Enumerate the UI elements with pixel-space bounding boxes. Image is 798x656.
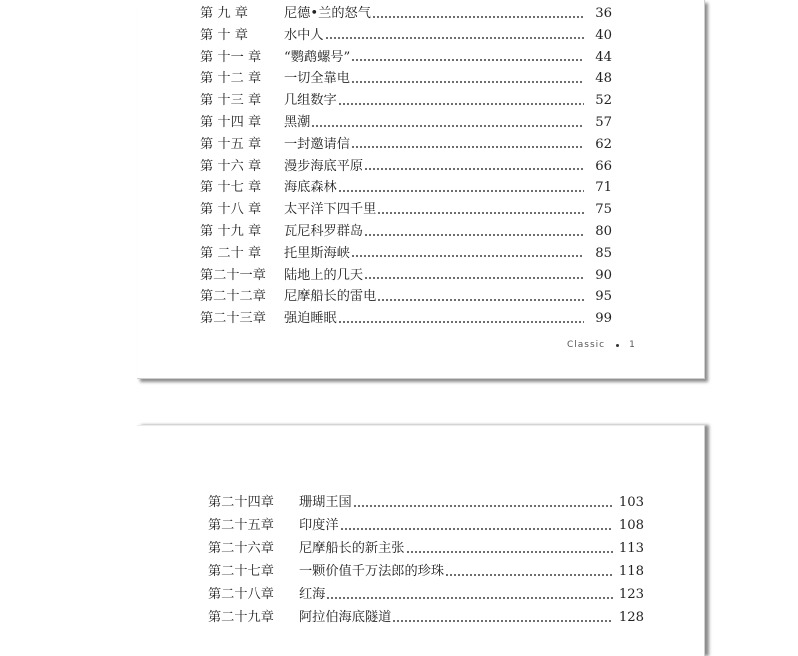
page-number: 48 — [595, 71, 612, 87]
chapter-title: 托里斯海峡 — [284, 245, 350, 261]
page-number: 62 — [595, 136, 612, 152]
chapter-title: 太平洋下四千里 — [284, 202, 377, 218]
dot-leader — [338, 103, 584, 105]
dot-leader — [445, 574, 613, 576]
chapter-number: 第二十四章 — [208, 495, 274, 510]
chapter-title: 珊瑚王国 — [299, 495, 352, 510]
toc-entry — [208, 538, 644, 559]
chapter-number: 第 二十 章 — [200, 245, 262, 261]
chapter-title: 几组数字 — [284, 93, 337, 109]
page-number: 80 — [595, 224, 612, 239]
toc-entry — [208, 561, 644, 582]
chapter-title: “鹦鹉螺号” — [284, 49, 351, 65]
toc-entry — [200, 68, 612, 89]
chapter-title: 红海 — [299, 587, 326, 602]
dot-leader — [392, 620, 613, 622]
chapter-title: 海底森林 — [284, 180, 337, 196]
chapter-number: 第 十 章 — [200, 27, 248, 43]
dot-leader — [351, 81, 584, 83]
dot-leader — [353, 505, 613, 507]
page-number: 113 — [618, 541, 644, 556]
toc-entry — [200, 177, 612, 198]
chapter-number: 第 十四 章 — [200, 115, 262, 130]
page-number: 128 — [618, 610, 644, 625]
chapter-title: 水中人 — [284, 27, 324, 43]
dot-leader — [325, 37, 584, 39]
dot-leader — [377, 212, 584, 214]
dot-leader — [311, 125, 584, 127]
page-number: 85 — [595, 245, 612, 261]
toc-entry — [200, 221, 612, 242]
chapter-number: 第二十一章 — [200, 267, 266, 283]
chapter-number: 第二十三章 — [200, 311, 266, 327]
dot-leader — [351, 146, 584, 148]
chapter-number: 第 十二 章 — [200, 71, 262, 87]
page-number: 52 — [595, 93, 612, 109]
chapter-number: 第二十九章 — [208, 610, 274, 625]
dot-leader — [364, 168, 584, 170]
dot-leader — [364, 277, 584, 279]
chapter-title: 尼德•兰的怒气 — [284, 6, 371, 21]
dot-leader — [351, 59, 584, 61]
toc-entry — [200, 243, 612, 264]
toc-entry — [200, 90, 612, 111]
chapter-title: 尼摩船长的雷电 — [284, 289, 377, 305]
chapter-title: 阿拉伯海底隧道 — [299, 610, 392, 625]
page-number: 44 — [595, 49, 612, 65]
toc-entry — [200, 265, 612, 286]
dot-leader — [340, 528, 613, 530]
dot-leader — [326, 597, 612, 599]
toc-entry — [200, 134, 612, 155]
dot-leader — [377, 299, 584, 301]
toc-entry — [208, 584, 644, 605]
page-number: 40 — [595, 27, 612, 43]
chapter-number: 第二十二章 — [200, 289, 266, 305]
toc-entry — [200, 25, 612, 46]
page-footer — [567, 340, 636, 350]
page-number: 57 — [595, 115, 612, 130]
page-number: 99 — [595, 311, 612, 327]
toc-entry — [200, 286, 612, 307]
page-number: 75 — [595, 202, 612, 218]
toc-page-2 — [137, 425, 705, 656]
dot-leader — [338, 321, 584, 323]
chapter-title: 漫步海底平原 — [284, 158, 364, 174]
page-number: 118 — [618, 564, 644, 579]
chapter-number: 第二十六章 — [208, 541, 274, 556]
footer-page-number: 1 — [629, 340, 636, 350]
toc-entry — [200, 156, 612, 177]
chapter-number: 第二十八章 — [208, 587, 274, 602]
chapter-title: 一切全靠电 — [284, 71, 350, 87]
page-number: 36 — [595, 6, 612, 21]
toc-entry — [208, 515, 644, 536]
footer-bullet-icon — [616, 344, 619, 347]
chapter-title: 一颗价值千万法郎的珍珠 — [299, 564, 445, 579]
chapter-number: 第 十九 章 — [200, 224, 262, 239]
chapter-title: 黑潮 — [284, 115, 311, 130]
chapter-number: 第二十七章 — [208, 564, 274, 579]
toc-entry — [208, 607, 644, 628]
dot-leader — [338, 190, 584, 192]
dot-leader — [406, 551, 613, 553]
page-number: 95 — [595, 289, 612, 305]
chapter-title: 尼摩船长的新主张 — [299, 541, 405, 556]
chapter-title: 陆地上的几天 — [284, 267, 364, 283]
chapter-number: 第 十六 章 — [200, 158, 262, 174]
chapter-title: 一封邀请信 — [284, 136, 350, 152]
toc-entry — [200, 47, 612, 68]
chapter-number: 第 十八 章 — [200, 202, 262, 218]
chapter-number: 第 九 章 — [200, 6, 248, 21]
toc-page-1 — [137, 0, 705, 379]
toc-entry — [208, 492, 644, 513]
chapter-number: 第 十三 章 — [200, 93, 262, 109]
chapter-number: 第 十七 章 — [200, 180, 262, 196]
toc-entry — [200, 3, 612, 24]
page-number: 108 — [618, 518, 644, 533]
footer-label: Classic — [567, 340, 606, 350]
page-number: 71 — [595, 180, 612, 196]
chapter-title: 瓦尼科罗群岛 — [284, 224, 364, 239]
chapter-title: 印度洋 — [299, 518, 339, 533]
page-number: 103 — [618, 495, 644, 510]
page-number: 66 — [595, 158, 612, 174]
toc-entry — [200, 199, 612, 220]
page-number: 90 — [595, 267, 612, 283]
page-number: 123 — [618, 587, 644, 602]
chapter-number: 第二十五章 — [208, 518, 274, 533]
toc-entry — [200, 112, 612, 133]
chapter-number: 第 十五 章 — [200, 136, 262, 152]
dot-leader — [351, 255, 584, 257]
chapter-number: 第 十一 章 — [200, 49, 262, 65]
dot-leader — [364, 234, 584, 236]
dot-leader — [372, 16, 584, 18]
toc-entry — [200, 308, 612, 329]
chapter-title: 强迫睡眠 — [284, 311, 337, 327]
